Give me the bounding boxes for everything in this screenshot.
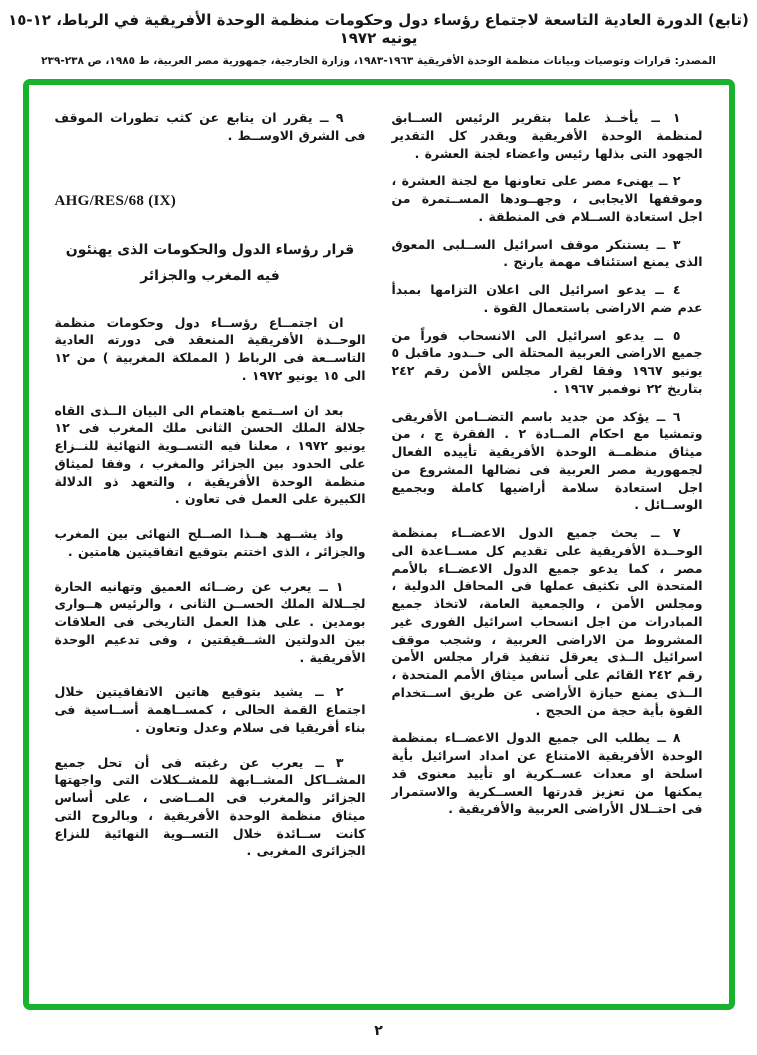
second-resolution-paragraph-list <box>55 314 366 861</box>
resolution-paragraph: واذ يشــهد هــذا الصــلح النهائى بين المغرب والجزائر ، الذى اختتم بتوقيع اتفاقيتين هامتين . <box>54 526 366 559</box>
two-column-layout <box>55 109 703 877</box>
resolution-paragraph: ١ ــ يأخــذ علما بتقرير الرئيس الســابق لمنظمة الوحدة الأفريقية ويقدر كل التقدير الجهود التى بذلها رئيس واعضاء لجنة العشرة . <box>391 110 703 161</box>
column-second-resolution <box>55 109 366 877</box>
resolution-paragraph: ٣ ــ يعرب عن رغبته فى أن تحل جميع المشــاكل المشــابهة للمشــكلات التى واجهتها الجزائر والمغرب فى المــاضى ، على أساس ميثاق منظمة الوحدة الأفريقية ، وبالروح التى كانت ســائدة خلال التســوية النهائية للنزاع الجزائرى المغربى . <box>54 754 366 859</box>
green-border-frame <box>23 79 735 1010</box>
resolution-title <box>61 238 360 290</box>
header-session-title: (تابع) الدورة العادية التاسعة لاجتماع رؤساء دول وحكومات منظمة الوحدة الأفريقية في الرباط، ١٢-١٥ يونيه ١٩٧٢ <box>8 11 749 47</box>
resolution-title-line1: قرار رؤساء الدول والحكومات الذى يهنئون <box>65 241 355 258</box>
resolution-paragraph: بعد ان اســتمع باهتمام الى البيان الــذى القاه جلالة الملك الحسن الثانى ملك المغرب فى ١٢ يونيو ١٩٧٢ ، معلنا فيه التســوية النهائية للنــزاع على الحدود بين الجزائر والمغرب ، وفقا لميثاق منظمة الوحدة الأفريقية ، والتعهد ذو الدلالة الكبيرة على العمل فى تعاون . <box>54 402 366 507</box>
page-header <box>0 0 757 67</box>
resolution-paragraph: ٧ ــ يحث جميع الدول الاعضــاء بمنظمة الوحــدة الأفريقية على تقديم كل مســاعدة الى مصر ، كما يدعو جميع الدول الاعضــاء بالأمم المتحدة الى تكثيف عملها فى المحافل الدولية ، ومجلس الأمن ، والجمعية العامة، لاتخاذ جميع المبادرات من اجل انسحاب اسرائيل الفورى غير المشروط من الاراضى العربية ، وشجب موقف اسرائيل الــذى يعرقل تنفيذ قرار مجلس الأمن رقم ٢٤٢ القائم على أساس ميثاق الأمم المتحدة ، الــذى يمنع حيازة الأراضى عن طريق اســتخدام القوة بأية حجة من الحجج . <box>391 525 703 718</box>
resolution-paragraph: ٥ ــ يدعو اسرائيل الى الانسحاب فوراً من جميع الاراضى العربية المحتلة الى حــدود ماقبل ٥ يونيو ١٩٦٧ وفقا لقرار مجلس الأمن رقم ٢٤٢ بتاريخ ٢٢ نوفمبر ١٩٦٧ . <box>391 327 703 396</box>
page-number: ٢ <box>374 1023 383 1039</box>
resolution-paragraph: ٢ ــ يشيد بتوقيع هاتين الاتفاقيتين خلال اجتماع القمة الحالى ، كمســاهمة أســاسية فى بناء أفريقيا فى سلام وعدل وتعاون . <box>54 684 366 735</box>
header-source-line: المصدر: قرارات وتوصيات وبيانات منظمة الوحدة الأفريقية ١٩٦٣-١٩٨٣، وزارة الخارجية، جمهورية مصر العربية، ط ١٩٨٥، ص ٢٣٨-٢٣٩ <box>41 55 716 67</box>
resolution-paragraph: ٣ ــ يستنكر موقف اسرائيل الســلبى المعوق الذى يمنع استئناف مهمة يارنج . <box>391 236 703 270</box>
resolution-paragraph: ١ ــ يعرب عن رضــائه العميق وتهانيه الحارة لجــلالة الملك الحســن الثانى ، والرئيس هــوارى بومدين . على هذا العمل التاريخى فى العلاقات بين الدولتين الشــقيقتين ، وفى تدعيم الوحدة الأفريقية . <box>54 578 366 665</box>
first-resolution-final-clause: ٩ ــ يقرر ان يتابع عن كثب تطورات الموقف فى الشرق الاوســط . <box>54 110 366 143</box>
resolution-paragraph: ٤ ــ يدعو اسرائيل الى اعلان التزامها بمبدأ عدم ضم الاراضى باستعمال القوة . <box>391 282 703 315</box>
resolution-paragraph: ٨ ــ يطلب الى جميع الدول الاعضــاء بمنظمة الوحدة الأفريقية الامتناع عن امداد اسرائيل بأية اسلحة او معدات عســكرية او تأييد معنوى قد يمكنها من تعزيز قدرتها العســكرية والاستمرار فى احتــلال الأراضى العربية والأفريقية . <box>391 730 703 817</box>
resolution-title-line2: فيه المغرب والجزائر <box>140 267 280 284</box>
resolution-code: AHG/RES/68 (IX) <box>54 192 177 209</box>
first-resolution-paragraph-list <box>392 109 703 818</box>
resolution-paragraph: ان اجتمــاع رؤســاء دول وحكومات منظمة الوحــدة الأفريقية المنعقد فى دورته العادية التاســعة فى الرباط ( المملكة المغربية ) من ١٢ الى ١٥ يونيو ١٩٧٢ . <box>54 314 366 383</box>
resolution-paragraph: ٢ ــ يهنىء مصر على تعاونها مع لجنة العشرة ، وموقفها الايجابى ، وجهــودها المســتمرة من اجل استعادة الســلام فى المنطقة . <box>391 173 703 224</box>
column-first-resolution-continuation <box>392 109 703 877</box>
resolution-paragraph: ٦ ــ يؤكد من جديد باسم التضــامن الأفريقى وتمشيا مع احكام المــادة ٢ . الفقرة ج ، من ميثاق منظمــة الوحدة الأفريقية تأييده الفعال لجمهورية مصر العربية فى نضالها المشروع من اجل استعادة سلامة أراضيها كاملة وبجميع الوســائل . <box>391 408 703 513</box>
